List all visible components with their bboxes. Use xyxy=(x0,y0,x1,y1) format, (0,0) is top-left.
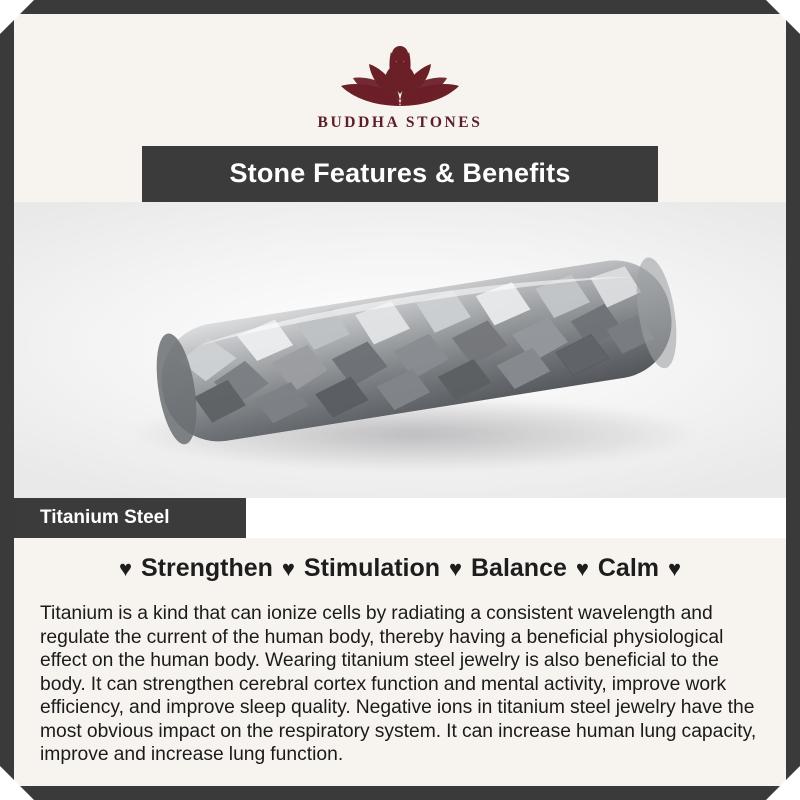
benefits-line xyxy=(40,554,760,583)
benefit-calm: Calm xyxy=(597,553,659,582)
brand-header xyxy=(14,14,786,146)
corner-notch-bottom-left xyxy=(0,766,34,800)
title-bar xyxy=(142,146,658,202)
brand-name: BUDDHA STONES xyxy=(317,114,483,131)
benefit-strengthen: Strengthen xyxy=(141,553,273,582)
corner-notch-bottom-right xyxy=(766,766,800,800)
stone-label: Titanium Steel xyxy=(40,506,170,528)
lotus-buddha-icon xyxy=(305,28,495,112)
stone-label-section xyxy=(14,498,786,538)
heart-icon: ♥ xyxy=(667,555,682,581)
stone-label-bar xyxy=(14,498,246,538)
page-title: Stone Features & Benefits xyxy=(229,158,571,189)
corner-notch-top-left xyxy=(0,0,34,34)
benefit-stimulation: Stimulation xyxy=(303,553,441,582)
corner-notch-top-right xyxy=(766,0,800,34)
heart-icon: ♥ xyxy=(575,555,589,581)
description-paragraph: Titanium is a kind that can ionize cells by radiating a consistent wavelength and regulate the current of the human body, thereby having a beneficial physiological effect on the human body. Wearing titanium steel jewelry is also beneficial to the body. It can strengthen cerebral cortex function and mental activity, improve work efficiency, and improve sleep quality. Negative ions in titanium steel jewelry have the most obvious impact on the respiratory system. It can increase human lung capacity, improve and increase lung function. xyxy=(40,602,757,766)
heart-icon: ♥ xyxy=(281,555,295,581)
heart-icon: ♥ xyxy=(448,555,463,581)
stone-label-filler xyxy=(246,498,786,538)
heart-icon: ♥ xyxy=(118,555,133,581)
hero-image xyxy=(14,202,786,498)
title-section xyxy=(14,146,786,202)
page-content xyxy=(14,14,786,786)
description-section xyxy=(14,538,786,786)
benefit-balance: Balance xyxy=(471,553,567,582)
